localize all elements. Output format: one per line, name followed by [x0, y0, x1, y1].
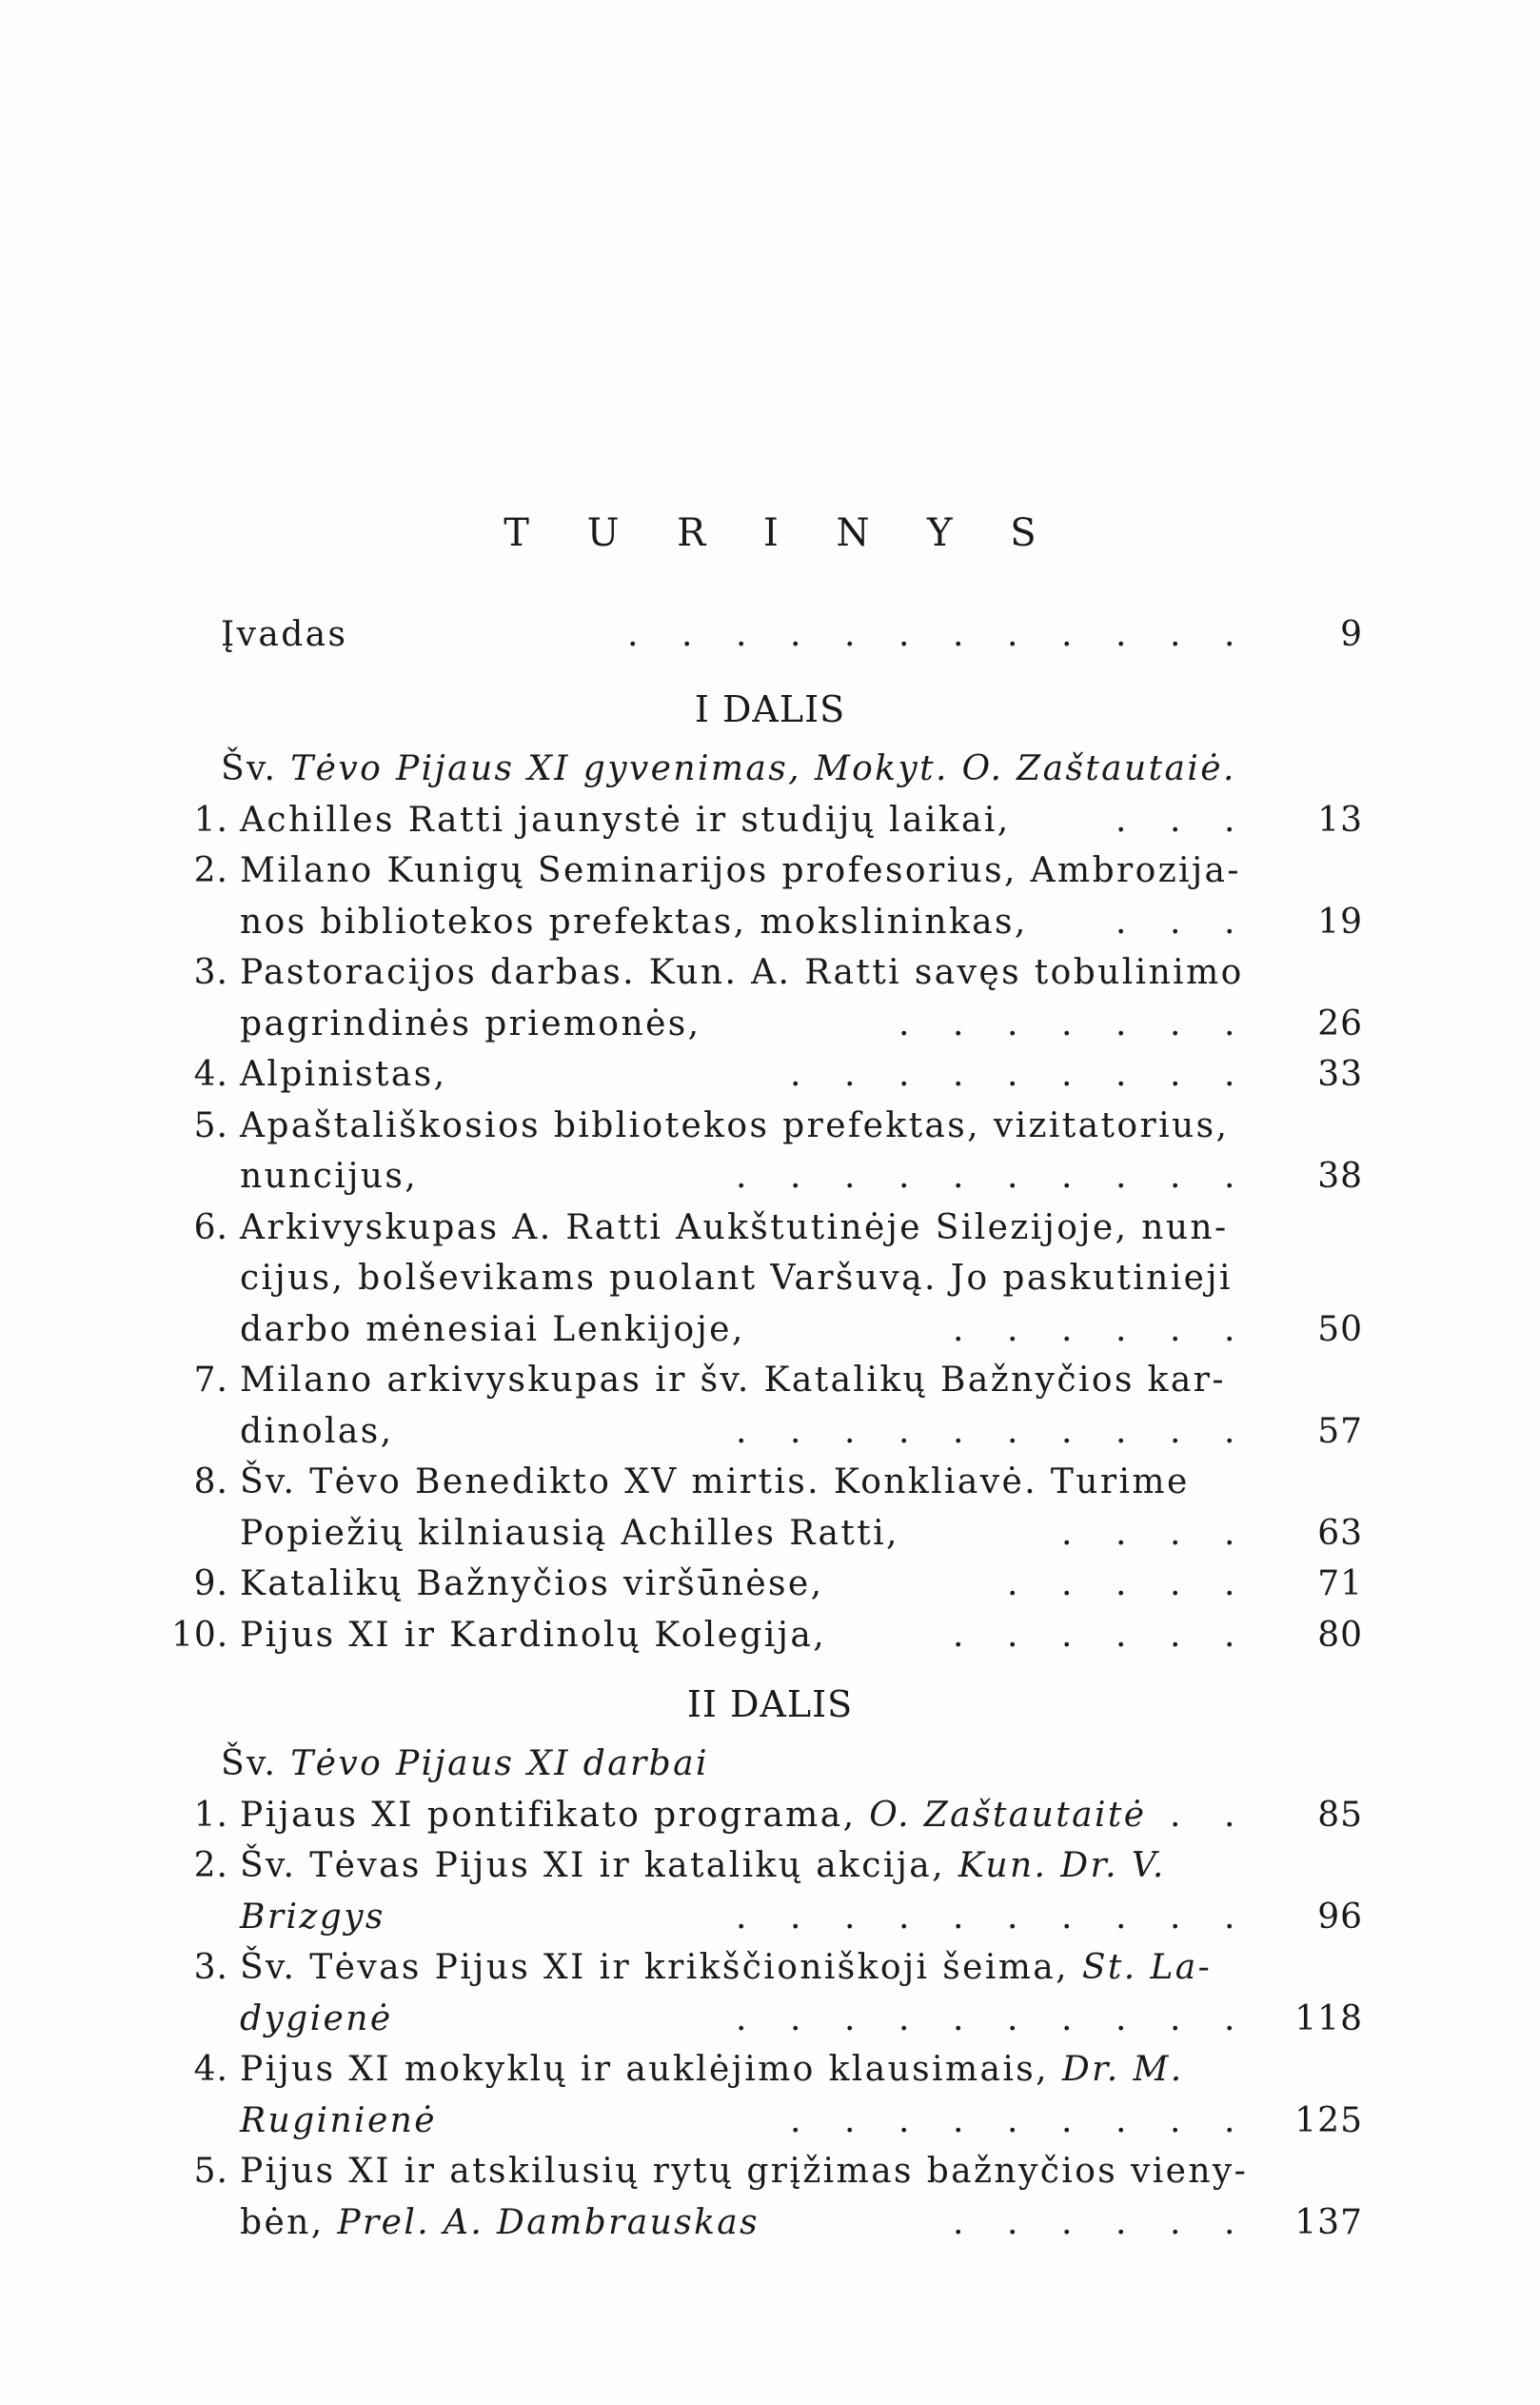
- entry-title-text: Pijus XI ir Kardinolų Kolegija,: [240, 1615, 827, 1655]
- leader-dot: .: [1224, 902, 1235, 942]
- subtitle-text: [221, 1739, 1211, 1789]
- entry-title: [240, 1611, 1230, 1660]
- toc-entry[interactable]: [0, 1050, 1540, 1100]
- toc-entry-continuation[interactable]: [0, 1509, 1540, 1559]
- subtitle-prefix: Šv.: [221, 749, 291, 788]
- toc-entry-continuation[interactable]: [0, 1407, 1540, 1457]
- leader-dot: .: [898, 1055, 910, 1094]
- subtitle-prefix: Šv.: [221, 1744, 291, 1783]
- leader-dot: .: [844, 615, 856, 654]
- leader-dot: .: [953, 1004, 964, 1043]
- entry-title-text: Alpinistas,: [240, 1055, 447, 1094]
- leader-dot: .: [1170, 1411, 1181, 1451]
- leader-dot: .: [1007, 1004, 1018, 1043]
- entry-title: [240, 1000, 1230, 1049]
- entry-title: [240, 898, 1230, 947]
- entry-number: 1.: [193, 1795, 228, 1835]
- leader-dot: .: [1224, 1795, 1235, 1835]
- leader-dot: .: [790, 2100, 801, 2140]
- leader-dot: .: [953, 1309, 964, 1349]
- leader-dot: .: [1061, 2100, 1073, 2140]
- page-number: 85: [1317, 1795, 1363, 1835]
- entry-title-text: Šv. Tėvas Pijus XI ir krikščioniškoji šeima,: [240, 1948, 1082, 1987]
- leader-dot: .: [1116, 800, 1127, 840]
- leader-dot: .: [790, 1998, 801, 2038]
- leader-dot: .: [1170, 800, 1181, 840]
- leader-dot: .: [790, 1411, 801, 1451]
- leader-dot: .: [1061, 615, 1073, 654]
- leader-dot: .: [1116, 1309, 1127, 1349]
- entry-number: 3.: [193, 1948, 228, 1987]
- leader-dot: .: [736, 1157, 747, 1196]
- leader-dot: .: [844, 2100, 856, 2140]
- leader-dot: .: [1116, 1004, 1127, 1043]
- leader-dot: .: [1224, 1897, 1235, 1937]
- page-number: 63: [1317, 1513, 1363, 1553]
- leader-dot: .: [1170, 1513, 1181, 1553]
- leader-dot: .: [1116, 902, 1127, 942]
- leader-dot: .: [1007, 1615, 1018, 1655]
- entry-number: 1.: [193, 800, 228, 840]
- toc-entry-continuation[interactable]: [0, 1305, 1540, 1355]
- leader-dot: .: [1116, 1998, 1127, 2038]
- entry-number: 8.: [193, 1462, 228, 1501]
- leader-dot: .: [1007, 2100, 1018, 2140]
- entry-title-text: pagrindinės priemonės,: [240, 1004, 701, 1043]
- page-number: 118: [1294, 1998, 1363, 2038]
- toc-entry[interactable]: [0, 796, 1540, 845]
- leader-dot: .: [1224, 615, 1235, 654]
- toc-entry-intro[interactable]: [0, 610, 1540, 660]
- entry-number: 6.: [193, 1207, 228, 1247]
- toc-entry-continuation[interactable]: [0, 1995, 1540, 2044]
- entry-title: [240, 846, 1241, 896]
- leader-dot: .: [898, 2100, 910, 2140]
- entry-title-text: Pastoracijos darbas. Kun. A. Ratti savęs tobulinimo: [240, 953, 1244, 992]
- leader-dot: .: [1170, 1564, 1181, 1603]
- page-number: 71: [1317, 1564, 1363, 1603]
- leader-dot: .: [1170, 615, 1181, 654]
- entry-author: Prel. A. Dambrauskas: [337, 2202, 760, 2242]
- toc-entry[interactable]: [0, 1943, 1540, 1993]
- entry-number: 9.: [193, 1564, 228, 1603]
- toc-entry[interactable]: [0, 1791, 1540, 1840]
- part-subtitle: [0, 745, 1540, 794]
- leader-dot: .: [1116, 615, 1127, 654]
- entry-title-text: Milano arkivyskupas ir šv. Katalikų Bažnyčios kar-: [240, 1361, 1226, 1400]
- entry-title: [240, 1102, 1230, 1151]
- leader-dot: .: [736, 1897, 747, 1937]
- leader-dot: .: [1007, 1897, 1018, 1937]
- leader-dot: .: [1007, 1564, 1018, 1603]
- entry-author: Ruginienė: [240, 2100, 437, 2140]
- leader-dot: .: [1170, 2100, 1181, 2140]
- leader-dot: .: [1224, 1309, 1235, 1349]
- leader-dot: .: [953, 2100, 964, 2140]
- leader-dot: .: [953, 1897, 964, 1937]
- entry-title-text: Apaštališkosios bibliotekos prefektas, vizitatorius,: [240, 1105, 1230, 1145]
- leader-dot: .: [1170, 1795, 1181, 1835]
- leader-dot: .: [844, 1897, 856, 1937]
- leader-dot: .: [1224, 1157, 1235, 1196]
- entry-number: 7.: [193, 1361, 228, 1400]
- leader-dot: .: [1061, 1309, 1073, 1349]
- leader-dot: .: [1224, 2202, 1235, 2242]
- leader-dot: .: [1116, 1157, 1127, 1196]
- leader-dot: .: [844, 1998, 856, 2038]
- toc-entry-continuation[interactable]: [0, 1152, 1540, 1202]
- leader-dot: .: [844, 1157, 856, 1196]
- entry-title-text: darbo mėnesiai Lenkijoje,: [240, 1309, 745, 1349]
- leader-dot: .: [790, 1055, 801, 1094]
- entry-title-text: dinolas,: [240, 1411, 394, 1451]
- part-heading: II DALIS: [686, 1683, 854, 1725]
- entry-title-text: Šv. Tėvo Benedikto XV mirtis. Konkliavė. Turime: [240, 1462, 1190, 1501]
- leader-dot: .: [1061, 1615, 1073, 1655]
- entry-title: [240, 1407, 1230, 1457]
- leader-dot: .: [1061, 1055, 1073, 1094]
- entry-number: 4.: [193, 1055, 228, 1094]
- entry-title-text: Pijus XI mokyklų ir auklėjimo klausimais,: [240, 2050, 1062, 2089]
- entry-title-text: Katalikų Bažnyčios viršūnėse,: [240, 1564, 824, 1603]
- entry-title: [240, 1458, 1230, 1507]
- entry-title-text: Achilles Ratti jaunystė ir studijų laikai,: [240, 800, 1011, 840]
- leader-dot: .: [1061, 1157, 1073, 1196]
- leader-dot: .: [1224, 1615, 1235, 1655]
- leader-dot: .: [1170, 902, 1181, 942]
- toc-entry[interactable]: [0, 2045, 1540, 2095]
- leader-dot: .: [953, 1055, 964, 1094]
- entry-title: [240, 2147, 1249, 2196]
- entry-title: [240, 1356, 1230, 1405]
- part-heading: I DALIS: [694, 688, 846, 730]
- leader-dot: .: [1061, 1564, 1073, 1603]
- toc-entry[interactable]: [0, 846, 1540, 896]
- page-title: T U R I N Y S: [503, 511, 1059, 555]
- toc-entry[interactable]: [0, 2147, 1540, 2196]
- leader-dot: .: [1061, 1998, 1073, 2038]
- leader-dot: .: [1116, 1897, 1127, 1937]
- entry-title: [240, 1893, 1230, 1942]
- leader-dot: .: [1061, 2202, 1073, 2242]
- page-number: 33: [1317, 1055, 1363, 1094]
- leader-dot: .: [1116, 1513, 1127, 1553]
- entry-number: 3.: [193, 953, 228, 992]
- leader-dot: .: [1224, 1513, 1235, 1553]
- leader-dot: .: [1170, 1309, 1181, 1349]
- entry-title: [240, 1305, 1230, 1355]
- page-number: 19: [1317, 902, 1363, 942]
- part-subtitle: [0, 1739, 1540, 1789]
- leader-dot: .: [1061, 1513, 1073, 1553]
- entry-author: dygienė: [240, 1998, 393, 2038]
- leader-dot: .: [1224, 800, 1235, 840]
- page-number: 50: [1317, 1309, 1363, 1349]
- leader-dot: .: [1061, 1897, 1073, 1937]
- leader-dot: .: [953, 1157, 964, 1196]
- entry-title-text: Popiežių kilniausią Achilles Ratti,: [240, 1513, 899, 1553]
- leader-dot: .: [953, 615, 964, 654]
- leader-dot: .: [1007, 1998, 1018, 2038]
- entry-number: 2.: [193, 1846, 228, 1885]
- toc-entry-continuation[interactable]: [0, 898, 1540, 947]
- entry-title: [240, 1152, 1230, 1202]
- leader-dot: .: [898, 1411, 910, 1451]
- subtitle-text: [221, 745, 1236, 794]
- leader-dot: .: [1170, 1998, 1181, 2038]
- leader-dot: .: [1116, 1055, 1127, 1094]
- page-number: 57: [1317, 1411, 1363, 1451]
- toc-entry-continuation[interactable]: [0, 1000, 1540, 1049]
- leader-dot: .: [953, 1411, 964, 1451]
- leader-dot: .: [1224, 1564, 1235, 1603]
- entry-title: [240, 2097, 1230, 2146]
- toc-entry-continuation[interactable]: [0, 2097, 1540, 2146]
- leader-dot: .: [1170, 2202, 1181, 2242]
- entry-author: Brizgys: [240, 1897, 385, 1937]
- leader-dot: .: [844, 1055, 856, 1094]
- leader-dot: .: [736, 1411, 747, 1451]
- leader-dot: .: [1007, 615, 1018, 654]
- leader-dot: .: [1007, 1055, 1018, 1094]
- entry-title-text: bėn,: [240, 2202, 338, 2242]
- toc-entry[interactable]: [0, 948, 1540, 998]
- entry-author: O. Zaštautaitė: [869, 1795, 1147, 1835]
- leader-dot: .: [898, 1998, 910, 2038]
- entry-title-text: nuncijus,: [240, 1157, 419, 1196]
- leader-dot: .: [953, 2202, 964, 2242]
- entry-title: [240, 1560, 1230, 1609]
- leader-dot: .: [627, 615, 639, 654]
- page-number: 26: [1317, 1004, 1363, 1043]
- entry-number: 4.: [193, 2050, 228, 2089]
- toc-entry[interactable]: [0, 1560, 1540, 1609]
- toc-entry[interactable]: [0, 1611, 1540, 1660]
- leader-dot: .: [898, 1004, 910, 1043]
- entry-title-text: Šv. Tėvas Pijus XI ir katalikų akcija,: [240, 1846, 958, 1885]
- entry-title: [240, 1254, 1233, 1303]
- leader-dot: .: [1061, 1004, 1073, 1043]
- toc-entry-continuation[interactable]: [0, 2198, 1540, 2248]
- toc-entry[interactable]: [0, 1458, 1540, 1507]
- subtitle-italic: Tėvo Pijaus XI gyvenimas, Mokyt. O. Zaštautaiė.: [290, 749, 1236, 788]
- entry-title: [240, 1841, 1230, 1891]
- entry-number: 10.: [171, 1615, 229, 1655]
- leader-dot: .: [898, 1897, 910, 1937]
- entry-title: [240, 1203, 1230, 1253]
- leader-dot: .: [898, 615, 910, 654]
- leader-dot: .: [1170, 1055, 1181, 1094]
- entry-title: [240, 1509, 1230, 1559]
- leader-dot: .: [1007, 1309, 1018, 1349]
- leader-dot: .: [790, 615, 801, 654]
- leader-dot: .: [1170, 1615, 1181, 1655]
- entry-title: [240, 2198, 1230, 2248]
- entry-title-text: Pijus XI ir atskilusių rytų grįžimas bažnyčios vieny-: [240, 2152, 1249, 2191]
- page-number: 9: [1340, 615, 1363, 654]
- subtitle-italic: Tėvo Pijaus XI darbai: [290, 1744, 709, 1783]
- toc-entry[interactable]: [0, 1841, 1540, 1891]
- entry-title: [240, 1943, 1230, 1993]
- leader-dot: .: [1116, 2202, 1127, 2242]
- page-number: 96: [1317, 1897, 1363, 1937]
- entry-title: [240, 1791, 1230, 1840]
- page-number: 137: [1294, 2202, 1363, 2242]
- leader-dot: .: [1224, 1055, 1235, 1094]
- toc-entry-continuation[interactable]: [0, 1893, 1540, 1942]
- leader-dot: .: [1007, 1411, 1018, 1451]
- leader-dot: .: [1224, 2100, 1235, 2140]
- toc-entry[interactable]: [0, 1203, 1540, 1253]
- entry-title-text: Pijaus XI pontifikato programa,: [240, 1795, 870, 1835]
- toc-entry[interactable]: [0, 1102, 1540, 1151]
- leader-dot: .: [1224, 1411, 1235, 1451]
- toc-entry-continuation[interactable]: [0, 1254, 1540, 1303]
- entry-title: [240, 1995, 1230, 2044]
- leader-dot: .: [953, 1615, 964, 1655]
- page-number: 38: [1317, 1157, 1363, 1196]
- entry-title-text: cijus, bolševikams puolant Varšuvą. Jo paskutinieji: [240, 1259, 1233, 1298]
- leader-dot: .: [1116, 1411, 1127, 1451]
- leader-dot: .: [1170, 1897, 1181, 1937]
- leader-dot: .: [736, 615, 747, 654]
- entry-number: 5.: [193, 2152, 228, 2191]
- entry-title: [240, 1050, 1230, 1100]
- entry-author: Dr. M.: [1061, 2050, 1184, 2089]
- entry-author: Kun. Dr. V.: [958, 1846, 1166, 1885]
- leader-dot: .: [736, 1998, 747, 2038]
- leader-dot: .: [790, 1157, 801, 1196]
- toc-entry[interactable]: [0, 1356, 1540, 1405]
- entry-number: 5.: [193, 1105, 228, 1145]
- entry-title: [240, 2045, 1230, 2095]
- leader-dot: .: [1116, 1564, 1127, 1603]
- entry-title-text: Milano Kunigų Seminarijos profesorius, Ambrozija-: [240, 851, 1241, 890]
- entry-title: Įvadas: [221, 615, 348, 654]
- leader-dot: .: [1116, 1615, 1127, 1655]
- leader-dot: .: [898, 1157, 910, 1196]
- leader-dot: .: [1224, 1004, 1235, 1043]
- entry-title-text: Arkivyskupas A. Ratti Aukštutinėje Silezijoje, nun-: [240, 1207, 1229, 1247]
- entry-author: St. La-: [1081, 1948, 1213, 1987]
- leader-dot: .: [1007, 2202, 1018, 2242]
- leader-dot: .: [844, 1411, 856, 1451]
- leader-dot: .: [1170, 1004, 1181, 1043]
- page-number: 80: [1317, 1615, 1363, 1655]
- entry-title: [240, 948, 1244, 998]
- leader-dot: .: [1116, 2100, 1127, 2140]
- page-number: 13: [1317, 800, 1363, 840]
- entry-title-text: nos bibliotekos prefektas, mokslininkas,: [240, 902, 1028, 942]
- leader-dot: .: [1007, 1157, 1018, 1196]
- leader-dot: .: [1170, 1157, 1181, 1196]
- entry-number: 2.: [193, 851, 228, 890]
- page-number: 125: [1294, 2100, 1363, 2140]
- leader-dot: .: [953, 1998, 964, 2038]
- leader-dot: .: [681, 615, 693, 654]
- entry-title: [240, 796, 1230, 845]
- leader-dot: .: [1061, 1411, 1073, 1451]
- leader-dot: .: [790, 1897, 801, 1937]
- leader-dot: .: [1224, 1998, 1235, 2038]
